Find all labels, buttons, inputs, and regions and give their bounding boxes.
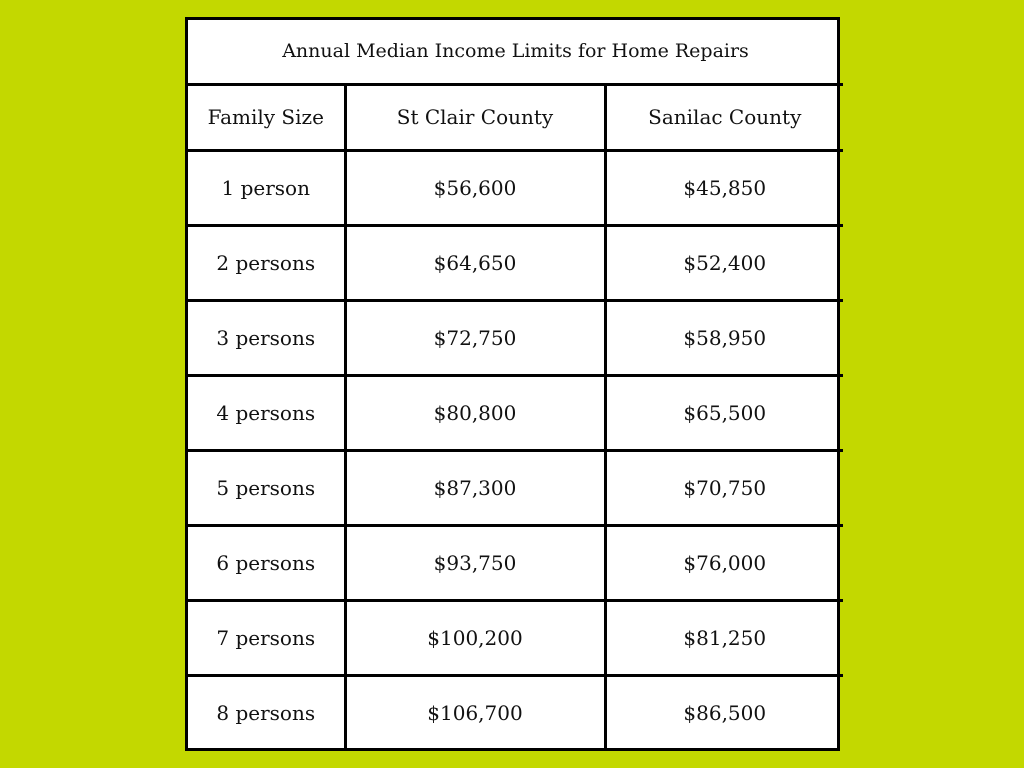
st-clair-value-cell: $93,750	[345, 525, 605, 600]
family-size-cell: 2 persons	[188, 225, 345, 300]
table-row	[188, 150, 843, 225]
sanilac-value-cell: $70,750	[605, 450, 843, 525]
table-row	[188, 675, 843, 750]
sanilac-value-cell: $81,250	[605, 600, 843, 675]
table-row	[188, 225, 843, 300]
family-size-cell: 7 persons	[188, 600, 345, 675]
st-clair-value-cell: $100,200	[345, 600, 605, 675]
family-size-cell: 1 person	[188, 150, 345, 225]
table-header-row	[188, 84, 843, 150]
table-row	[188, 600, 843, 675]
header-st-clair-county: St Clair County	[345, 84, 605, 150]
st-clair-value-cell: $80,800	[345, 375, 605, 450]
family-size-cell: 3 persons	[188, 300, 345, 375]
table-row	[188, 375, 843, 450]
family-size-cell: 6 persons	[188, 525, 345, 600]
table-row	[188, 450, 843, 525]
table-title-row	[188, 20, 843, 84]
table-row	[188, 300, 843, 375]
header-family-size: Family Size	[188, 84, 345, 150]
sanilac-value-cell: $65,500	[605, 375, 843, 450]
family-size-cell: 8 persons	[188, 675, 345, 750]
table-row	[188, 525, 843, 600]
income-limits-table	[185, 17, 840, 751]
st-clair-value-cell: $106,700	[345, 675, 605, 750]
header-sanilac-county: Sanilac County	[605, 84, 843, 150]
st-clair-value-cell: $56,600	[345, 150, 605, 225]
sanilac-value-cell: $58,950	[605, 300, 843, 375]
st-clair-value-cell: $87,300	[345, 450, 605, 525]
st-clair-value-cell: $72,750	[345, 300, 605, 375]
sanilac-value-cell: $86,500	[605, 675, 843, 750]
family-size-cell: 4 persons	[188, 375, 345, 450]
sanilac-value-cell: $52,400	[605, 225, 843, 300]
table-title: Annual Median Income Limits for Home Repairs	[188, 20, 843, 84]
sanilac-value-cell: $76,000	[605, 525, 843, 600]
st-clair-value-cell: $64,650	[345, 225, 605, 300]
sanilac-value-cell: $45,850	[605, 150, 843, 225]
family-size-cell: 5 persons	[188, 450, 345, 525]
